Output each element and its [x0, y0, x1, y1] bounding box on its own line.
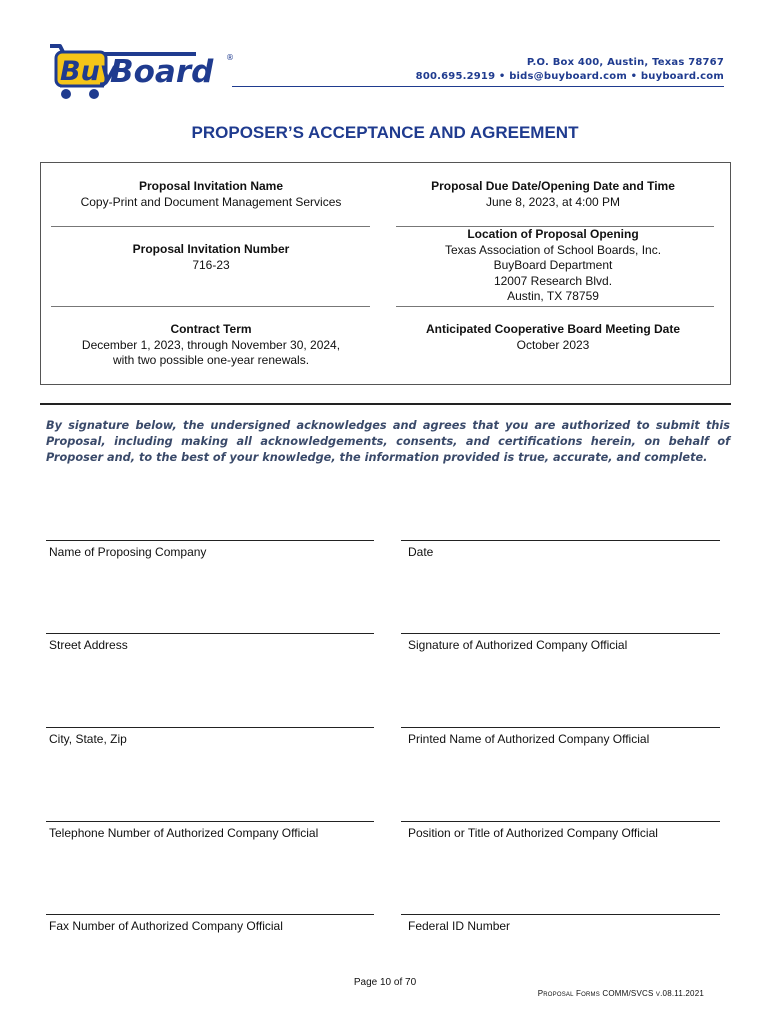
- company-name-line[interactable]: [46, 540, 374, 541]
- location-label: Location of Proposal Opening: [467, 227, 639, 241]
- divider: [51, 226, 370, 227]
- signature-line[interactable]: [401, 633, 720, 634]
- company-name-label: Name of Proposing Company: [49, 545, 207, 559]
- board-meeting-cell: [385, 322, 721, 353]
- due-date-cell: [385, 179, 721, 210]
- header-contact-line: 800.695.2919 • bids@buyboard.com • buyboard.com: [415, 71, 724, 82]
- divider: [51, 306, 370, 307]
- fax-line[interactable]: [46, 914, 374, 915]
- shopping-cart-icon: [46, 40, 236, 102]
- due-date-value: June 8, 2023, at 4:00 PM: [485, 194, 621, 209]
- date-label: Date: [408, 545, 434, 559]
- header-address: P.O. Box 400, Austin, Texas 78767: [526, 57, 724, 68]
- printed-name-line[interactable]: [401, 727, 720, 728]
- header-rule: [232, 86, 724, 87]
- page-number: Page 10 of 70: [353, 977, 417, 988]
- printed-name-label: Printed Name of Authorized Company Official: [408, 732, 650, 746]
- contract-term-cell: [51, 322, 371, 369]
- invitation-name-label: Proposal Invitation Name: [138, 179, 284, 193]
- contract-term-line: December 1, 2023, through November 30, 2024,: [81, 337, 341, 352]
- street-address-line[interactable]: [46, 633, 374, 634]
- svg-text:Buy: Buy: [60, 56, 118, 87]
- proposal-info-table: [40, 162, 731, 385]
- federal-id-line[interactable]: [401, 914, 720, 915]
- acknowledgement-statement: By signature below, the undersigned acknowledges and agrees that you are authorized to submit this Proposal, including making all acknowledgements, consents, and certifications herein, on behalf of Proposer and, to the best of your knowledge, the information provided is true, accurate, and complete.: [46, 419, 730, 464]
- position-title-line[interactable]: [401, 821, 720, 822]
- federal-id-label: Federal ID Number: [408, 919, 511, 933]
- svg-text:Board: Board: [110, 54, 214, 90]
- location-cell: [385, 227, 721, 305]
- invitation-number-value: 716-23: [192, 257, 230, 272]
- form-version: Proposal Forms COMM/SVCS v.08.11.2021: [537, 989, 704, 998]
- header-contact: [416, 56, 724, 84]
- section-rule: [40, 403, 731, 405]
- board-meeting-value: October 2023: [516, 337, 590, 352]
- invitation-name-value: Copy-Print and Document Management Services: [80, 194, 342, 209]
- city-state-zip-label: City, State, Zip: [49, 732, 127, 746]
- telephone-line[interactable]: [46, 821, 374, 822]
- telephone-label: Telephone Number of Authorized Company Official: [49, 826, 319, 840]
- date-line[interactable]: [401, 540, 720, 541]
- location-line: Texas Association of School Boards, Inc.: [444, 242, 662, 257]
- location-line: 12007 Research Blvd.: [493, 273, 613, 288]
- contract-term-line: with two possible one-year renewals.: [112, 353, 310, 367]
- divider: [396, 306, 714, 307]
- board-meeting-label: Anticipated Cooperative Board Meeting Date: [425, 322, 681, 336]
- invitation-number-label: Proposal Invitation Number: [132, 242, 290, 256]
- location-line: BuyBoard Department: [493, 258, 613, 272]
- invitation-name-cell: [51, 179, 371, 210]
- position-title-label: Position or Title of Authorized Company Official: [408, 826, 658, 840]
- buyboard-logo: [46, 40, 236, 102]
- invitation-number-cell: [51, 242, 371, 273]
- signature-label: Signature of Authorized Company Official: [408, 638, 628, 652]
- contract-term-label: Contract Term: [170, 322, 252, 336]
- svg-text:®: ®: [226, 53, 234, 62]
- street-address-label: Street Address: [49, 638, 128, 652]
- fax-label: Fax Number of Authorized Company Official: [49, 919, 283, 933]
- page-title: PROPOSER’S ACCEPTANCE AND AGREEMENT: [191, 123, 579, 142]
- location-line: Austin, TX 78759: [507, 289, 599, 303]
- city-state-zip-line[interactable]: [46, 727, 374, 728]
- due-date-label: Proposal Due Date/Opening Date and Time: [431, 179, 675, 193]
